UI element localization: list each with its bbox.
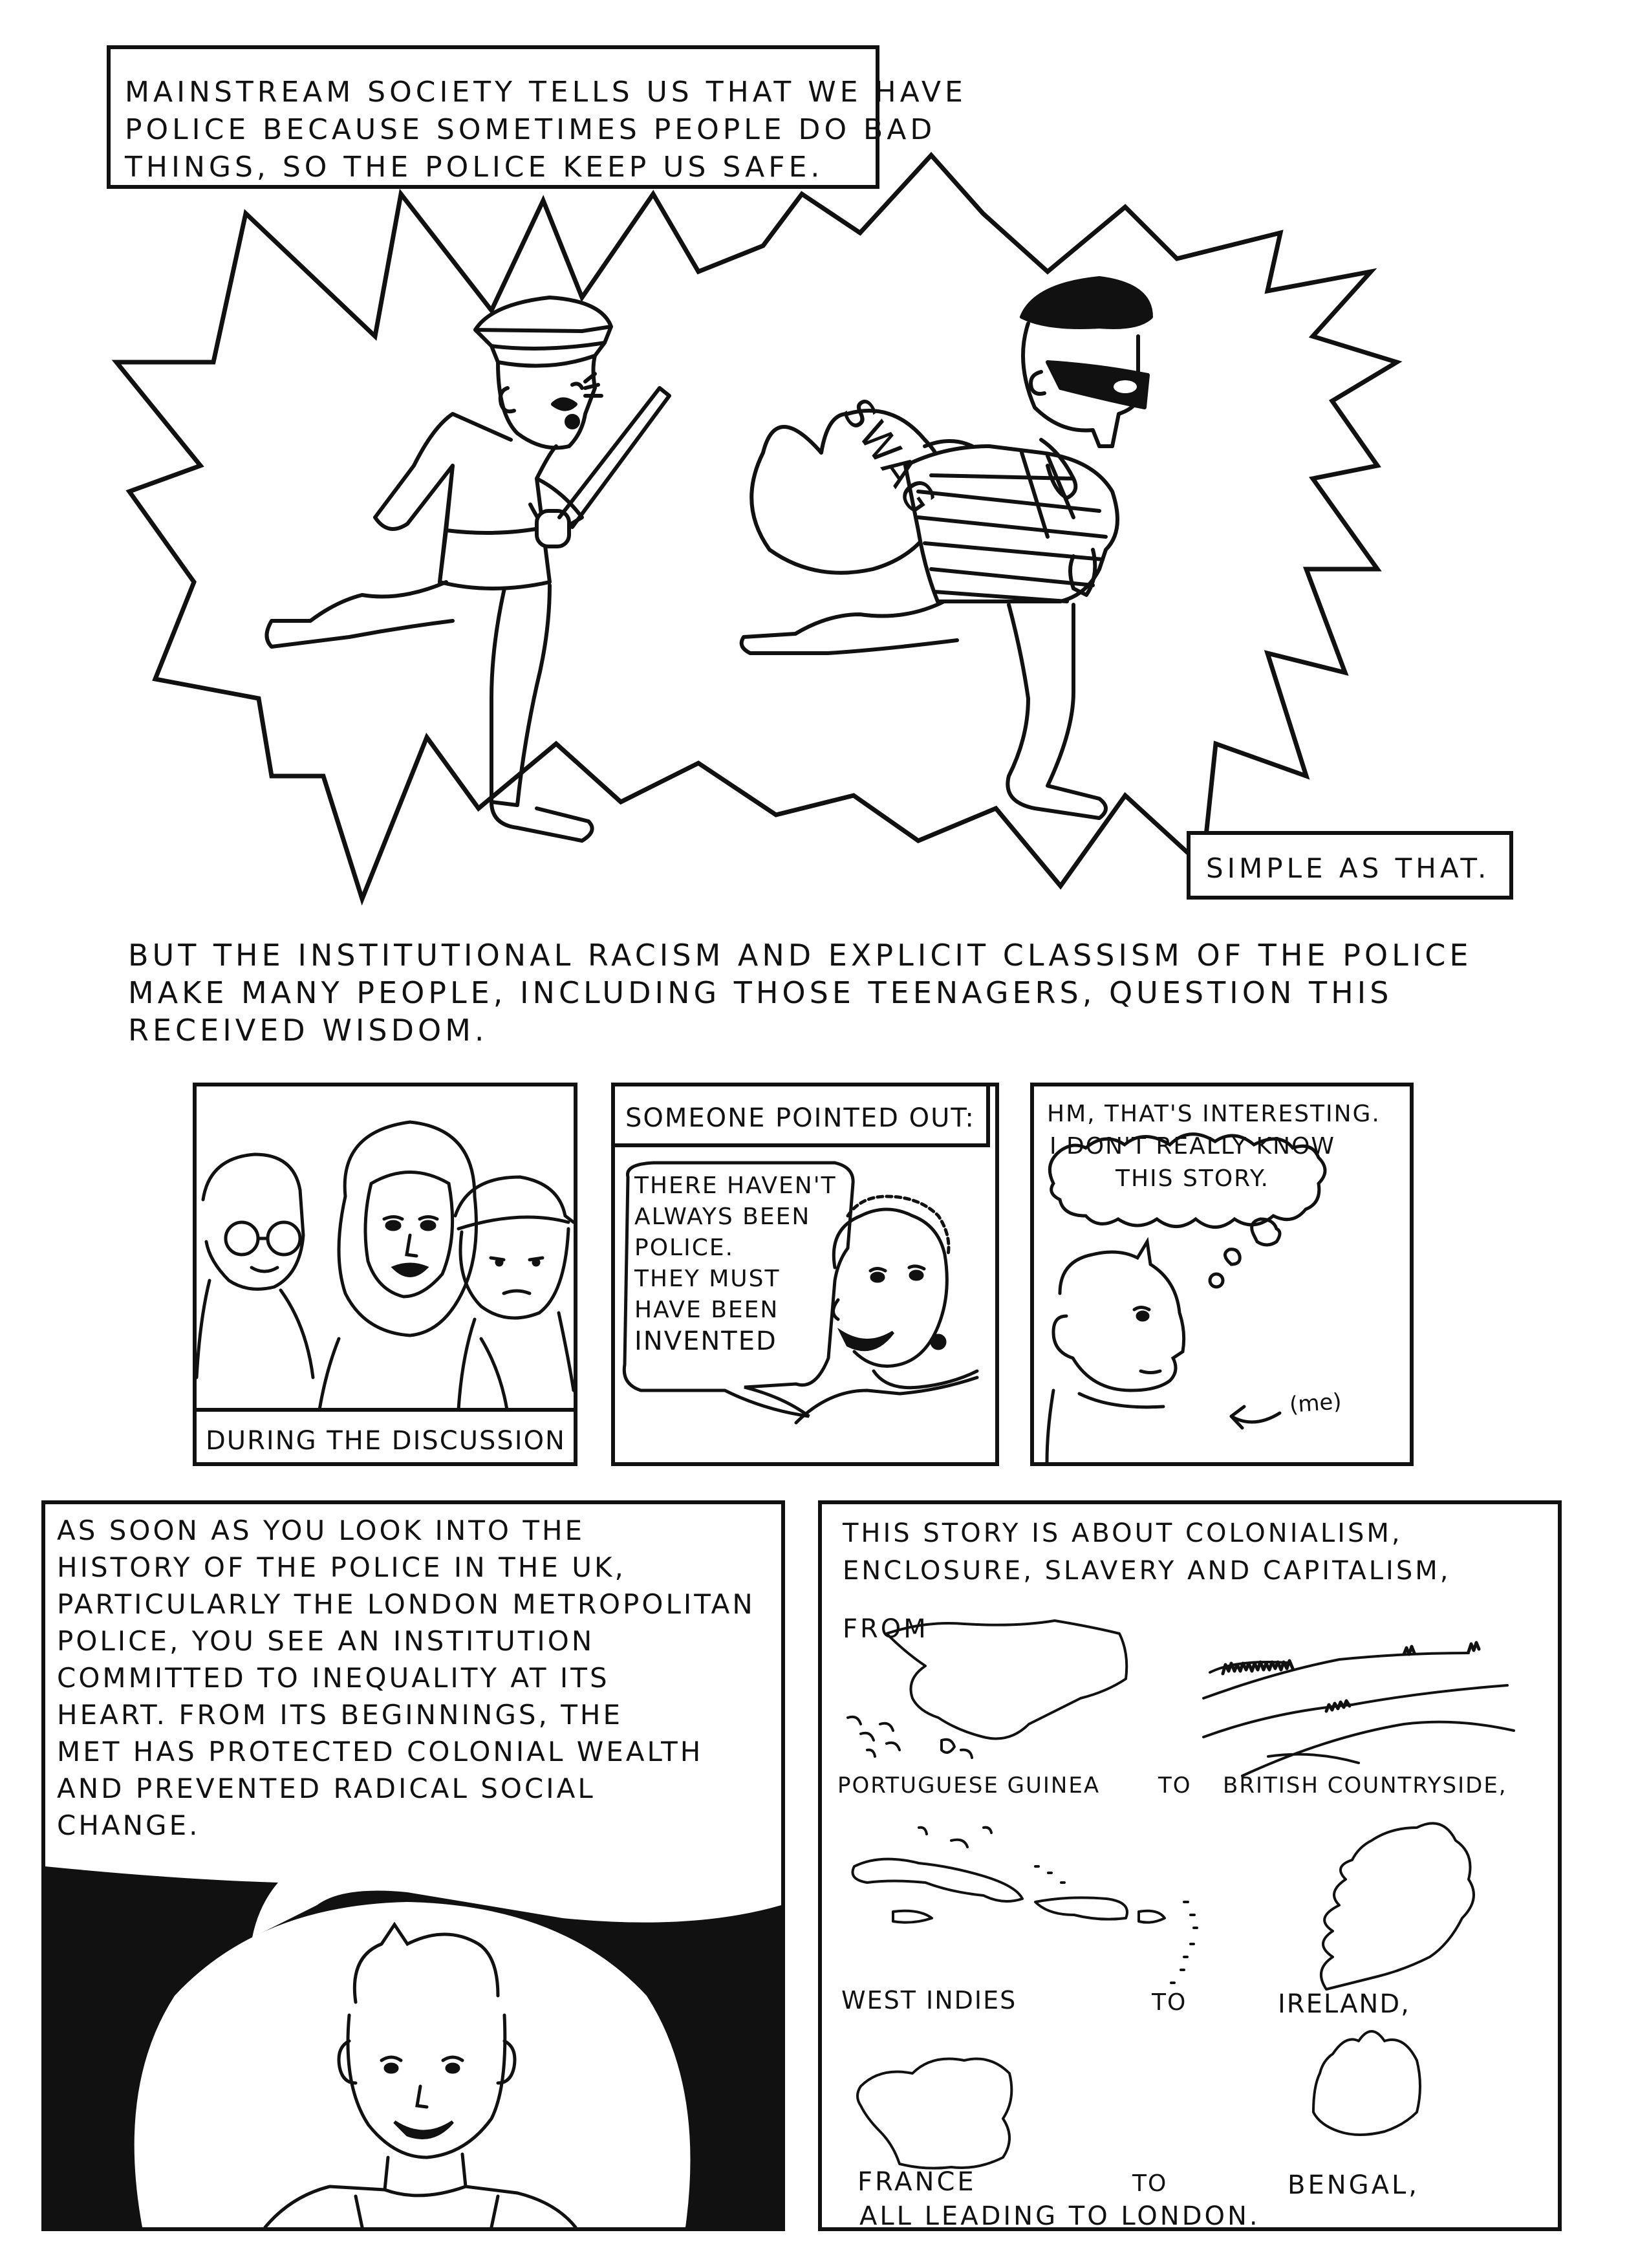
label-row1-to: TO — [1158, 1773, 1192, 1798]
history-line-8: AND PREVENTED RADICAL SOCIAL — [57, 1773, 596, 1804]
history-line-7: MET HAS PROTECTED COLONIAL WEALTH — [57, 1736, 704, 1767]
thought-line-3: THIS STORY. — [1116, 1165, 1269, 1192]
discussion-caption: DURING THE DISCUSSION — [206, 1426, 566, 1456]
panel-story — [818, 1500, 1562, 2231]
map-france — [857, 2059, 1011, 2168]
label-ireland: IRELAND, — [1278, 1989, 1410, 2019]
history-line-4: POLICE, YOU SEE AN INSTITUTION — [57, 1625, 595, 1657]
panel-history — [41, 1500, 785, 2231]
history-line-3: PARTICULARLY THE LONDON METROPOLITAN — [57, 1588, 755, 1620]
chase-scene — [0, 0, 1649, 938]
middle-line-1: BUT THE INSTITUTIONAL RACISM AND EXPLICIT CLASSISM OF THE POLICE — [128, 938, 1472, 973]
policeman-figure — [267, 297, 670, 841]
discussion-caption-box — [197, 1408, 574, 1462]
label-west-indies: WEST INDIES — [841, 1986, 1017, 2014]
story-from-label: FROM — [843, 1614, 929, 1644]
pointed-speech — [634, 1171, 837, 1357]
map-british-countryside — [1203, 1653, 1514, 1776]
thought-line-2: I DON'T REALLY KNOW — [1050, 1133, 1335, 1160]
pointed-speech-line-2: ALWAYS BEEN — [634, 1204, 811, 1230]
simple-as-that-box — [1187, 831, 1513, 900]
map-bengal — [1313, 2031, 1420, 2135]
history-line-1: AS SOON AS YOU LOOK INTO THE — [57, 1515, 585, 1546]
top-caption-line-3: THINGS, SO THE POLICE KEEP US SAFE. — [125, 151, 824, 184]
label-row3-to: TO — [1132, 2170, 1168, 2197]
pointed-speech-line-1: THERE HAVEN'T — [634, 1172, 837, 1199]
swag-label: SWAG — [833, 389, 947, 524]
map-portuguese-guinea — [887, 1621, 1126, 1739]
panel-thought — [1030, 1083, 1414, 1466]
story-intro-line-1: THIS STORY IS ABOUT COLONIALISM, — [843, 1518, 1403, 1548]
history-text — [57, 1512, 755, 1844]
simple-as-that-text: SIMPLE AS THAT. — [1206, 852, 1491, 884]
story-ending: ALL LEADING TO LONDON. — [859, 2201, 1260, 2231]
story-maps — [822, 1504, 1558, 2227]
history-line-2: HISTORY OF THE POLICE IN THE UK, — [57, 1551, 626, 1583]
top-caption-line-2: POLICE BECAUSE SOMETIMES PEOPLE DO BAD — [125, 113, 936, 146]
label-bengal: BENGAL, — [1288, 2170, 1419, 2200]
map-west-indies — [853, 1828, 1198, 1983]
middle-line-2: MAKE MANY PEOPLE, INCLUDING THOSE TEENAGERS, QUESTION THIS — [128, 975, 1393, 1010]
label-row2-to: TO — [1152, 1989, 1187, 2016]
label-portuguese-guinea: PORTUGUESE GUINEA — [837, 1773, 1101, 1798]
panel-pointed-out — [611, 1083, 999, 1466]
label-british-countryside: BRITISH COUNTRYSIDE, — [1223, 1773, 1507, 1798]
thought-text — [1047, 1098, 1381, 1195]
pointed-speech-line-6: INVENTED — [634, 1326, 777, 1356]
history-line-5: COMMITTED TO INEQUALITY AT ITS — [57, 1662, 610, 1694]
pointed-speech-line-4: THEY MUST — [634, 1266, 781, 1292]
robber-figure — [742, 278, 1151, 818]
thought-line-1: HM, THAT'S INTERESTING. — [1047, 1101, 1381, 1127]
map-ireland — [1321, 1823, 1474, 1989]
middle-line-3: RECEIVED WISDOM. — [128, 1013, 488, 1048]
history-line-9: CHANGE. — [57, 1809, 200, 1841]
label-france: FRANCE — [857, 2167, 976, 2197]
middle-caption — [128, 936, 1472, 1049]
top-caption-line-1: MAINSTREAM SOCIETY TELLS US THAT WE HAVE — [125, 76, 967, 109]
panel-discussion — [193, 1083, 577, 1466]
pointed-speech-line-3: POLICE. — [634, 1235, 735, 1261]
history-line-6: HEART. FROM ITS BEGINNINGS, THE — [57, 1699, 623, 1731]
pointed-speech-line-5: HAVE BEEN — [634, 1297, 779, 1323]
me-label: (me) — [1288, 1388, 1342, 1418]
pointed-caption: SOMEONE POINTED OUT: — [625, 1103, 975, 1133]
teenagers-illustration — [197, 1086, 574, 1410]
story-intro-line-2: ENCLOSURE, SLAVERY AND CAPITALISM, — [843, 1556, 1451, 1586]
spotlight — [135, 1902, 691, 2227]
